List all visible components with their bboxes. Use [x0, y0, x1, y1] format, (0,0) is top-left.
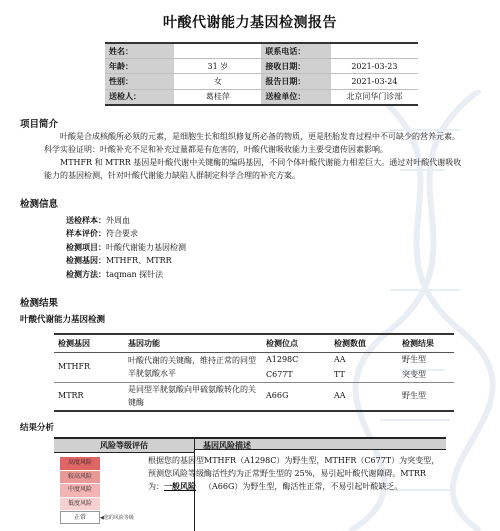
- report-date-label: 报告日期：: [261, 74, 330, 89]
- gene-risk-description: MTHFR（A1298C）为野生型，MTHFR（C677T）为突变型，酶活性约为正常野生型的 25%，易引起叶酸代谢障碍。MTRR（A66G）为野生型，酶活性正常，不易引起叶酸缺乏。: [204, 456, 440, 491]
- age-label: 年龄：: [105, 59, 174, 74]
- intro-paragraph-1: 叶酸是合成核酸所必须的元素，是细胞生长和组织修复所必备的物质，更是胚胎发育过程中不可缺少的营养元素。科学实验证明：叶酸补充不足和补充过量都是有危害的，叶酸代谢吸收能力主要受遗传因素影响。: [44, 132, 460, 154]
- received-date-value: 2021-03-23: [331, 59, 418, 74]
- risk-ladder: [60, 457, 100, 525]
- arrow-left-icon: ◀: [100, 515, 104, 521]
- detection-item: 检测方法：taqman 探针法: [66, 268, 164, 279]
- table-row: MTRR 是同型半胱氨酸向甲硫氨酸转化的关键酶 A66G AA 野生型: [54, 383, 454, 412]
- analysis-heading: 结果分析: [20, 423, 55, 433]
- col-site: 检测位点: [262, 334, 330, 353]
- age-value: 31 岁: [174, 59, 261, 74]
- results-table: [54, 333, 454, 412]
- received-date-label: 接收日期：: [261, 59, 330, 74]
- detection-item: 样本评价：符合要求: [66, 228, 138, 239]
- intro-heading: 项目简介: [20, 119, 59, 130]
- desc-header: 基因风险描述: [195, 437, 446, 450]
- col-function: 基因功能: [124, 334, 262, 353]
- name-label: 姓名：: [105, 43, 174, 59]
- report-date-value: 2021-03-24: [331, 74, 418, 89]
- risk-level-high: 高度风险: [60, 457, 100, 470]
- detection-heading: 检测信息: [20, 199, 59, 210]
- intro-paragraph-2: MTHFR 和 MTRR 基因是叶酸代谢中关键酶的编码基因，不同个体叶酸代谢能力相差巨大。通过对叶酸代谢吸收能力的基因检测，针对叶酸代谢能力缺陷人群制定科学合理的补充方案。: [44, 158, 462, 180]
- risk-pointer: ◀您的风险等级: [100, 515, 134, 521]
- gender-value: 女: [174, 74, 261, 89]
- detection-info-list: [66, 214, 186, 281]
- unit-label: 送检单位：: [261, 89, 330, 105]
- risk-level-low: 低度风险: [60, 498, 100, 511]
- results-subheading: 叶酸代谢能力基因检测: [20, 315, 106, 325]
- col-value: 检测数值: [330, 334, 398, 353]
- phone-label: 联系电话：: [261, 43, 330, 59]
- detection-item: 检测项目：叶酸代谢能力基因检测: [66, 241, 186, 252]
- risk-level-moderate: 中度风险: [60, 484, 100, 497]
- detection-item: 检测基因：MTHFR、MTRR: [66, 255, 172, 266]
- name-value: [174, 43, 261, 59]
- col-result: 检测结果: [398, 334, 454, 353]
- risk-header: 风险等级评估: [54, 437, 194, 453]
- submitter-value: 葛桂萍: [174, 89, 261, 105]
- analysis-panel: [54, 437, 446, 531]
- report-title: 叶酸代谢能力基因检测报告: [163, 15, 337, 31]
- submitter-label: 送检人：: [105, 89, 174, 105]
- table-row: C677T TT 突变型: [54, 368, 454, 383]
- col-gene: 检测基因: [54, 334, 124, 353]
- risk-level-value: 一般风险: [164, 481, 196, 491]
- risk-text: 根据您的基因型预测您风险等级为：一般风险: [148, 456, 204, 491]
- table-row: MTHFR 叶酸代谢的关键酶，维持正常的同型半胱氨酸水平 A1298C AA 野生型: [54, 353, 454, 368]
- phone-value: [331, 43, 418, 59]
- detection-item: 送检样本：外周血: [66, 215, 130, 225]
- results-heading: 检测结果: [20, 298, 59, 309]
- unit-value: 北京同华门诊部: [331, 89, 418, 105]
- patient-info-table: [105, 42, 418, 106]
- risk-level-normal: 正常: [60, 511, 100, 524]
- risk-level-elevated: 较高风险: [60, 471, 100, 484]
- gender-label: 性别：: [105, 74, 174, 89]
